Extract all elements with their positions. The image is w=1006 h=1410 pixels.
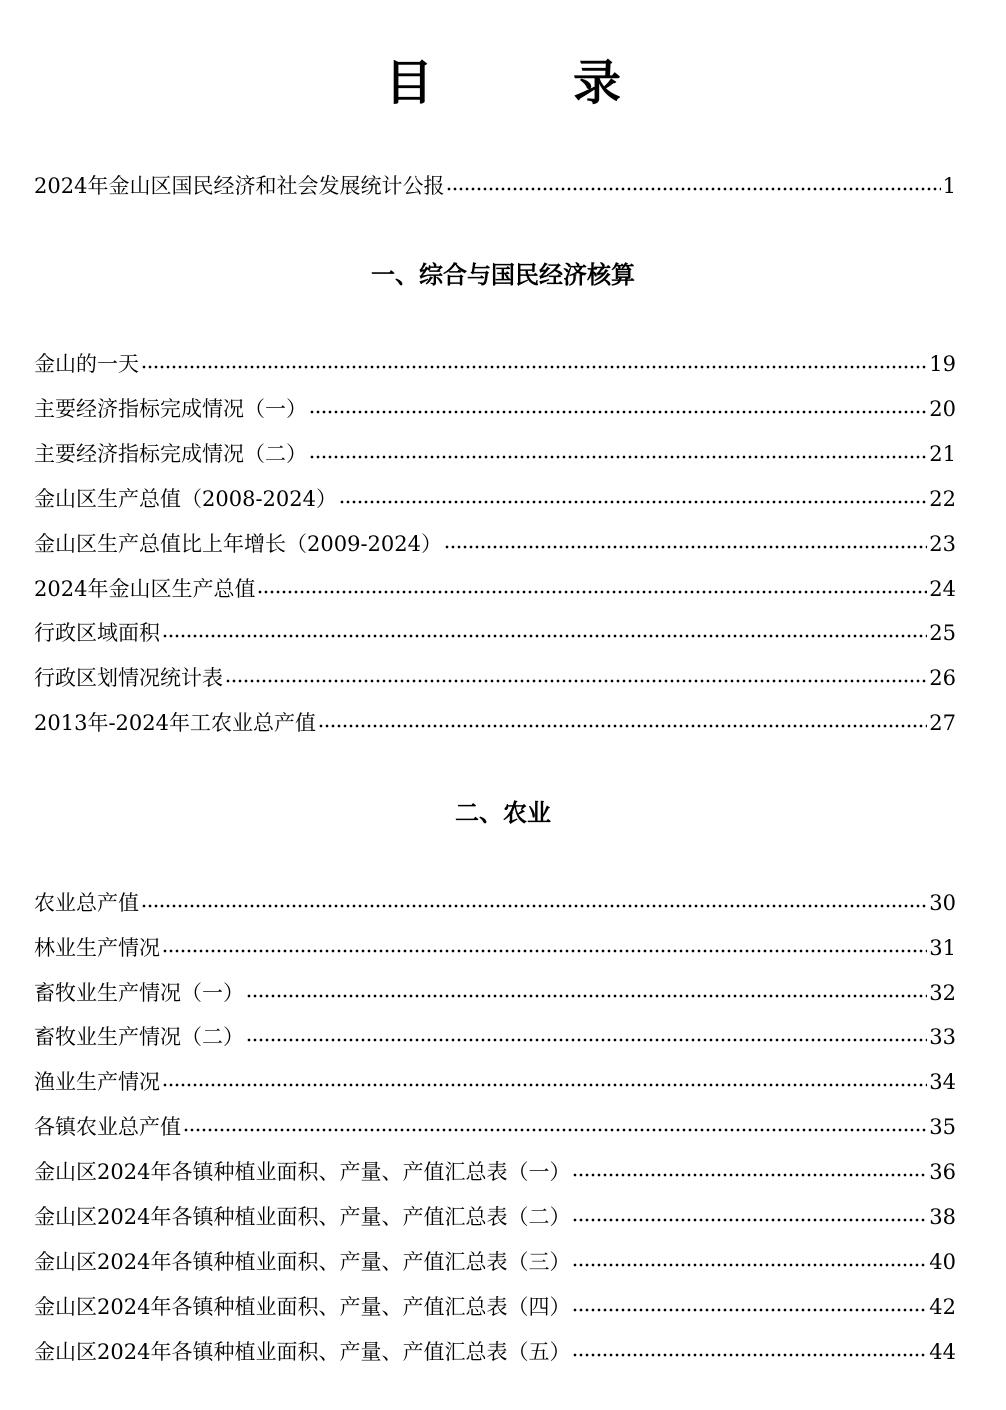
toc-page-number: 26	[929, 666, 956, 690]
toc-dot-leader	[162, 634, 927, 638]
toc-entry-label: 金山区2024年各镇种植业面积、产量、产值汇总表（四）	[34, 1295, 571, 1319]
section-heading: 一、综合与国民经济核算	[371, 261, 635, 289]
toc-entry-label: 金山区2024年各镇种植业面积、产量、产值汇总表（三）	[34, 1250, 571, 1274]
toc-dot-leader	[162, 949, 927, 953]
toc-entry-label: 2013年-2024年工农业总产值	[34, 711, 316, 735]
toc-page-number: 33	[929, 1025, 956, 1049]
toc-entry[interactable]	[34, 1066, 956, 1098]
toc-dot-leader	[141, 904, 927, 908]
toc-entry-label: 金山的一天	[34, 352, 139, 376]
toc-entry-bulletin[interactable]	[34, 170, 956, 202]
toc-entry[interactable]	[34, 887, 956, 919]
toc-page-number: 32	[929, 981, 956, 1005]
toc-dot-leader	[246, 994, 927, 998]
section-heading: 二、农业	[455, 799, 551, 827]
toc-entry[interactable]	[34, 1201, 956, 1233]
toc-page-number: 1	[942, 174, 956, 198]
toc-entry[interactable]	[34, 1246, 956, 1278]
page-title: 目 录	[384, 55, 667, 111]
toc-entry[interactable]	[34, 1156, 956, 1188]
toc-page-number: 21	[929, 442, 956, 466]
toc-page-number: 38	[929, 1205, 956, 1229]
toc-page-number: 44	[929, 1340, 956, 1364]
toc-entry-label: 金山区生产总值（2008-2024）	[34, 487, 337, 511]
toc-page-number: 36	[929, 1160, 956, 1184]
toc-page-number: 22	[929, 487, 956, 511]
toc-dot-leader	[183, 1128, 927, 1132]
toc-entry[interactable]	[34, 1111, 956, 1143]
toc-dot-leader	[572, 1173, 927, 1177]
toc-entry[interactable]	[34, 1291, 956, 1323]
toc-page-number: 19	[929, 352, 956, 376]
toc-entry-label: 渔业生产情况	[34, 1070, 160, 1094]
toc-entry[interactable]	[34, 977, 956, 1009]
toc-dot-leader	[225, 679, 927, 683]
toc-entry[interactable]	[34, 348, 956, 380]
toc-dot-leader	[162, 1083, 927, 1087]
toc-entry[interactable]	[34, 573, 956, 605]
toc-page-number: 42	[929, 1295, 956, 1319]
toc-entry-label: 主要经济指标完成情况（一）	[34, 397, 307, 421]
toc-entry-label: 农业总产值	[34, 891, 139, 915]
toc-page-number: 31	[929, 936, 956, 960]
toc-entry[interactable]	[34, 617, 956, 649]
toc-page-number: 35	[929, 1115, 956, 1139]
toc-page-number: 40	[929, 1250, 956, 1274]
toc-page-number: 27	[929, 711, 956, 735]
toc-entry-label: 金山区生产总值比上年增长（2009-2024）	[34, 532, 442, 556]
toc-entry-label: 行政区域面积	[34, 621, 160, 645]
toc-entry-label: 2024年金山区国民经济和社会发展统计公报	[34, 174, 445, 198]
toc-entry-label: 金山区2024年各镇种植业面积、产量、产值汇总表（五）	[34, 1340, 571, 1364]
toc-entry-label: 金山区2024年各镇种植业面积、产量、产值汇总表（二）	[34, 1205, 571, 1229]
toc-entry[interactable]	[34, 707, 956, 739]
toc-entry-label: 各镇农业总产值	[34, 1115, 181, 1139]
toc-page-number: 34	[929, 1070, 956, 1094]
toc-page-number: 30	[929, 891, 956, 915]
toc-entry[interactable]	[34, 662, 956, 694]
toc-dot-leader	[257, 590, 927, 594]
toc-entry-label: 2024年金山区生产总值	[34, 577, 256, 601]
toc-entry[interactable]	[34, 1336, 956, 1368]
toc-dot-leader	[309, 455, 927, 459]
toc-dot-leader	[572, 1353, 927, 1357]
toc-dot-leader	[141, 365, 927, 369]
toc-entry[interactable]	[34, 393, 956, 425]
toc-dot-leader	[572, 1263, 927, 1267]
toc-entry-label: 行政区划情况统计表	[34, 666, 223, 690]
toc-dot-leader	[318, 724, 927, 728]
toc-entry[interactable]	[34, 932, 956, 964]
toc-entry-label: 畜牧业生产情况（二）	[34, 1025, 244, 1049]
toc-dot-leader	[446, 187, 940, 191]
toc-dot-leader	[444, 545, 927, 549]
toc-entry[interactable]	[34, 483, 956, 515]
toc-entry-label: 林业生产情况	[34, 936, 160, 960]
toc-page-number: 24	[929, 577, 956, 601]
toc-dot-leader	[246, 1038, 927, 1042]
toc-entry-label: 金山区2024年各镇种植业面积、产量、产值汇总表（一）	[34, 1160, 571, 1184]
toc-page-number: 20	[929, 397, 956, 421]
toc-entry[interactable]	[34, 528, 956, 560]
toc-entry-label: 主要经济指标完成情况（二）	[34, 442, 307, 466]
toc-dot-leader	[572, 1308, 927, 1312]
toc-page-number: 25	[929, 621, 956, 645]
toc-page-number: 23	[929, 532, 956, 556]
toc-dot-leader	[339, 500, 927, 504]
toc-entry[interactable]	[34, 438, 956, 470]
toc-entry[interactable]	[34, 1021, 956, 1053]
toc-dot-leader	[309, 410, 927, 414]
toc-dot-leader	[572, 1218, 927, 1222]
toc-entry-label: 畜牧业生产情况（一）	[34, 981, 244, 1005]
